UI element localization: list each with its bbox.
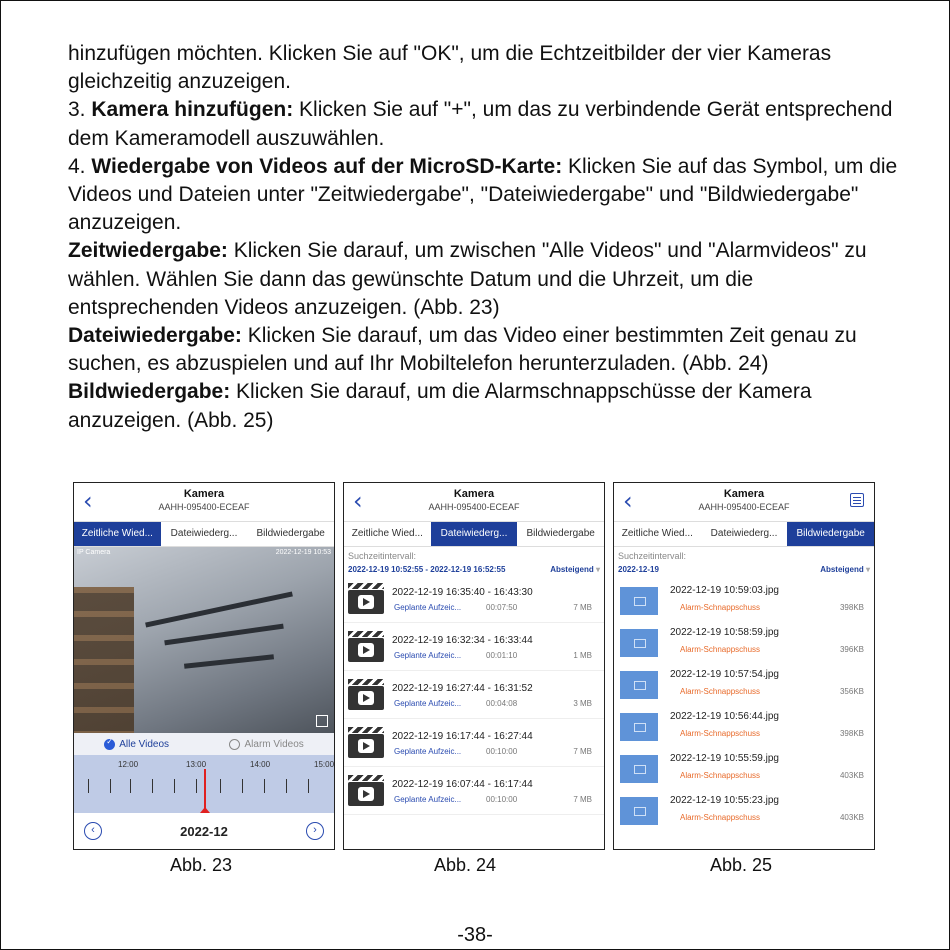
item-duration: 00:04:08 [486, 699, 518, 708]
video-scene-beam [145, 591, 293, 627]
list-item[interactable] [344, 767, 604, 815]
calendar-icon[interactable] [850, 493, 864, 507]
item-duration: 00:07:50 [486, 603, 518, 612]
item-type: Geplante Aufzeic... [394, 603, 462, 612]
image-thumbnail-icon [620, 755, 658, 783]
paragraph-heading: Zeitwiedergabe: [68, 239, 228, 263]
list-item[interactable] [614, 663, 874, 705]
chevron-left-circle-icon[interactable]: ‹ [84, 822, 102, 840]
list-item[interactable] [344, 719, 604, 767]
timeline-tick [242, 779, 243, 793]
list-item[interactable] [614, 705, 874, 747]
image-file-list [614, 579, 874, 831]
tab-time-playback[interactable]: Zeitliche Wied... [344, 522, 431, 546]
paragraph-heading: Wiedergabe von Videos auf der MicroSD-Karte: [91, 154, 563, 178]
timeline-tick [308, 779, 309, 793]
item-duration: 00:10:00 [486, 747, 518, 756]
radio-checked-icon [104, 739, 115, 750]
timeline-tick [196, 779, 197, 793]
video-file-icon [348, 734, 384, 758]
item-size: 396KB [839, 645, 864, 654]
chevron-right-circle-icon[interactable]: › [306, 822, 324, 840]
timeline-tick [264, 779, 265, 793]
video-file-icon [348, 782, 384, 806]
video-label: IP Camera [77, 549, 111, 556]
tab-file-playback[interactable]: Dateiwiederg... [701, 522, 788, 546]
video-scene-beam [164, 624, 284, 646]
item-time: 2022-12-19 16:35:40 - 16:43:30 [392, 587, 533, 598]
item-time: 2022-12-19 16:17:44 - 16:27:44 [392, 731, 533, 742]
app-header [74, 483, 334, 521]
figure-caption: Abb. 24 [434, 855, 497, 875]
item-time: 2022-12-19 16:32:34 - 16:33:44 [392, 635, 533, 646]
image-thumbnail-icon [620, 713, 658, 741]
item-size: 7 MB [573, 603, 592, 612]
item-type: Alarm-Schnappschuss [680, 729, 761, 738]
item-duration: 00:01:10 [486, 651, 518, 660]
item-filename: 2022-12-19 10:56:44.jpg [670, 711, 779, 722]
timeline-label: 14:00 [250, 760, 271, 769]
paragraph: Zeitwiedergabe: Klicken Sie darauf, um zwischen "Alle Videos" und "Alarmvideos" zu wählen. Wählen Sie dann das gewünschte Datum und die Uhrzeit, um die entsprechenden Videos anzuzeigen. (Abb. 23) [68, 239, 867, 319]
screenshot-fig23 [73, 482, 335, 850]
paragraph: 4. Wiedergabe von Videos auf der MicroSD-Karte: Klicken Sie auf das Symbol, um die Videos und Dateien unter "Zeitwiedergabe", "Dateiwiedergabe" und "Bildwiedergabe" anzuzeigen. [68, 154, 898, 235]
screenshot-fig25 [613, 482, 875, 850]
item-type: Geplante Aufzeic... [394, 795, 462, 804]
tab-file-playback[interactable]: Dateiwiederg... [161, 522, 248, 546]
tab-image-playback[interactable]: Bildwiedergabe [517, 522, 604, 546]
sort-dropdown[interactable]: Absteigend ▾ [820, 565, 870, 575]
timeline-tick [174, 779, 175, 793]
paragraph-heading: Kamera hinzufügen: [91, 98, 294, 122]
app-header [614, 483, 874, 521]
item-size: 356KB [839, 687, 864, 696]
chevron-left-icon[interactable]: ‹ [623, 487, 633, 515]
item-type: Alarm-Schnappschuss [680, 813, 761, 822]
list-item[interactable] [614, 579, 874, 621]
radio-alarm-videos[interactable]: Alarm Videos [229, 739, 303, 750]
device-id: AAHH-095400-ECEAF [698, 502, 790, 512]
timeline-tick [286, 779, 287, 793]
timeline[interactable] [74, 755, 334, 813]
item-filename: 2022-12-19 10:57:54.jpg [670, 669, 779, 680]
paragraph: hinzufügen möchten. Klicken Sie auf "OK", um die Echtzeitbilder der vier Kameras gleichzeitig anzuzeigen. [68, 42, 832, 94]
image-thumbnail-icon [620, 797, 658, 825]
body-text [68, 40, 898, 435]
item-filename: 2022-12-19 10:55:23.jpg [670, 795, 779, 806]
playback-tabs [344, 521, 604, 547]
app-header [344, 483, 604, 521]
item-type: Alarm-Schnappschuss [680, 771, 761, 780]
item-size: 3 MB [573, 699, 592, 708]
list-item[interactable] [344, 623, 604, 671]
timeline-cursor[interactable] [204, 769, 206, 809]
item-filename: 2022-12-19 10:59:03.jpg [670, 585, 779, 596]
chevron-left-icon[interactable]: ‹ [353, 487, 363, 515]
paragraph: Dateiwiedergabe: Klicken Sie darauf, um das Video einer bestimmten Zeit genau zu suchen, es abzuspielen und auf Ihr Mobiltelefon herunterzuladen. (Abb. 24) [68, 324, 857, 376]
app-title: Kamera [453, 488, 495, 500]
fullscreen-icon[interactable] [316, 715, 328, 727]
item-type: Alarm-Schnappschuss [680, 645, 761, 654]
list-item[interactable] [614, 747, 874, 789]
screenshot-fig24 [343, 482, 605, 850]
timeline-tick [88, 779, 89, 793]
date-selector [74, 813, 334, 849]
playback-tabs [74, 521, 334, 547]
video-timestamp: 2022-12-19 10:53 [275, 549, 331, 556]
item-size: 398KB [839, 603, 864, 612]
timeline-label: 12:00 [118, 760, 139, 769]
timeline-tick [110, 779, 111, 793]
timeline-tick [130, 779, 131, 793]
video-file-list [344, 575, 604, 815]
item-size: 403KB [839, 813, 864, 822]
item-size: 403KB [839, 771, 864, 780]
paragraph-heading: Dateiwiedergabe: [68, 324, 242, 348]
tab-image-playback[interactable]: Bildwiedergabe [787, 522, 874, 546]
item-type: Alarm-Schnappschuss [680, 603, 761, 612]
video-player[interactable] [74, 547, 334, 733]
search-row [348, 565, 600, 575]
image-thumbnail-icon [620, 671, 658, 699]
item-type: Geplante Aufzeic... [394, 651, 462, 660]
item-size: 7 MB [573, 747, 592, 756]
item-size: 1 MB [573, 651, 592, 660]
selected-date[interactable]: 2022-12 [180, 823, 228, 839]
tab-time-playback[interactable]: Zeitliche Wied... [74, 522, 161, 546]
search-label: Suchzeitintervall: [618, 551, 687, 561]
timeline-tick [220, 779, 221, 793]
figure-caption: Abb. 25 [710, 855, 773, 875]
search-interval [614, 547, 874, 575]
app-title: Kamera [723, 488, 765, 500]
figure-caption: Abb. 23 [170, 855, 233, 875]
item-filename: 2022-12-19 10:55:59.jpg [670, 753, 779, 764]
item-time: 2022-12-19 16:27:44 - 16:31:52 [392, 683, 533, 694]
search-row [618, 565, 870, 575]
radio-all-videos[interactable]: ✓ Alle Videos [104, 739, 169, 750]
playback-tabs [614, 521, 874, 547]
device-id: AAHH-095400-ECEAF [428, 502, 520, 512]
device-id: AAHH-095400-ECEAF [158, 502, 250, 512]
timeline-label: 13:00 [186, 760, 207, 769]
video-scene-shelf [74, 587, 134, 733]
item-type: Geplante Aufzeic... [394, 699, 462, 708]
timeline-tick [152, 779, 153, 793]
paragraph: Bildwiedergabe: Klicken Sie darauf, um die Alarmschnappschüsse der Kamera anzuzeigen. (Abb. 25) [68, 380, 812, 432]
item-size: 398KB [839, 729, 864, 738]
list-item[interactable] [344, 671, 604, 719]
item-time: 2022-12-19 16:07:44 - 16:17:44 [392, 779, 533, 790]
paragraph-heading: Bildwiedergabe: [68, 380, 231, 404]
page-number: -38- [457, 924, 493, 946]
image-thumbnail-icon [620, 629, 658, 657]
chevron-left-icon[interactable]: ‹ [83, 487, 93, 515]
item-filename: 2022-12-19 10:58:59.jpg [670, 627, 779, 638]
item-type: Alarm-Schnappschuss [680, 687, 761, 696]
search-interval-value[interactable]: 2022-12-19 [618, 565, 659, 574]
timeline-label: 15:00 [314, 760, 335, 769]
sort-dropdown[interactable]: Absteigend ▾ [550, 565, 600, 575]
search-interval [344, 547, 604, 575]
tab-file-playback[interactable]: Dateiwiederg... [431, 522, 518, 546]
video-file-icon [348, 638, 384, 662]
video-scene-beam [184, 654, 274, 668]
video-file-icon [348, 686, 384, 710]
item-duration: 00:10:00 [486, 795, 518, 804]
tab-image-playback[interactable]: Bildwiedergabe [247, 522, 334, 546]
item-size: 7 MB [573, 795, 592, 804]
app-title: Kamera [183, 488, 225, 500]
list-item[interactable] [614, 789, 874, 831]
search-interval-value[interactable]: 2022-12-19 10:52:55 - 2022-12-19 16:52:55 [348, 565, 506, 574]
list-item[interactable] [344, 575, 604, 623]
radio-unchecked-icon [229, 739, 240, 750]
tab-time-playback[interactable]: Zeitliche Wied... [614, 522, 701, 546]
paragraph: 3. Kamera hinzufügen: Klicken Sie auf "+", um das zu verbindende Gerät entsprechend dem Kameramodell auszuwählen. [68, 98, 893, 150]
image-thumbnail-icon [620, 587, 658, 615]
item-type: Geplante Aufzeic... [394, 747, 462, 756]
search-label: Suchzeitintervall: [348, 551, 417, 561]
video-file-icon [348, 590, 384, 614]
video-filter [74, 733, 334, 755]
list-item[interactable] [614, 621, 874, 663]
